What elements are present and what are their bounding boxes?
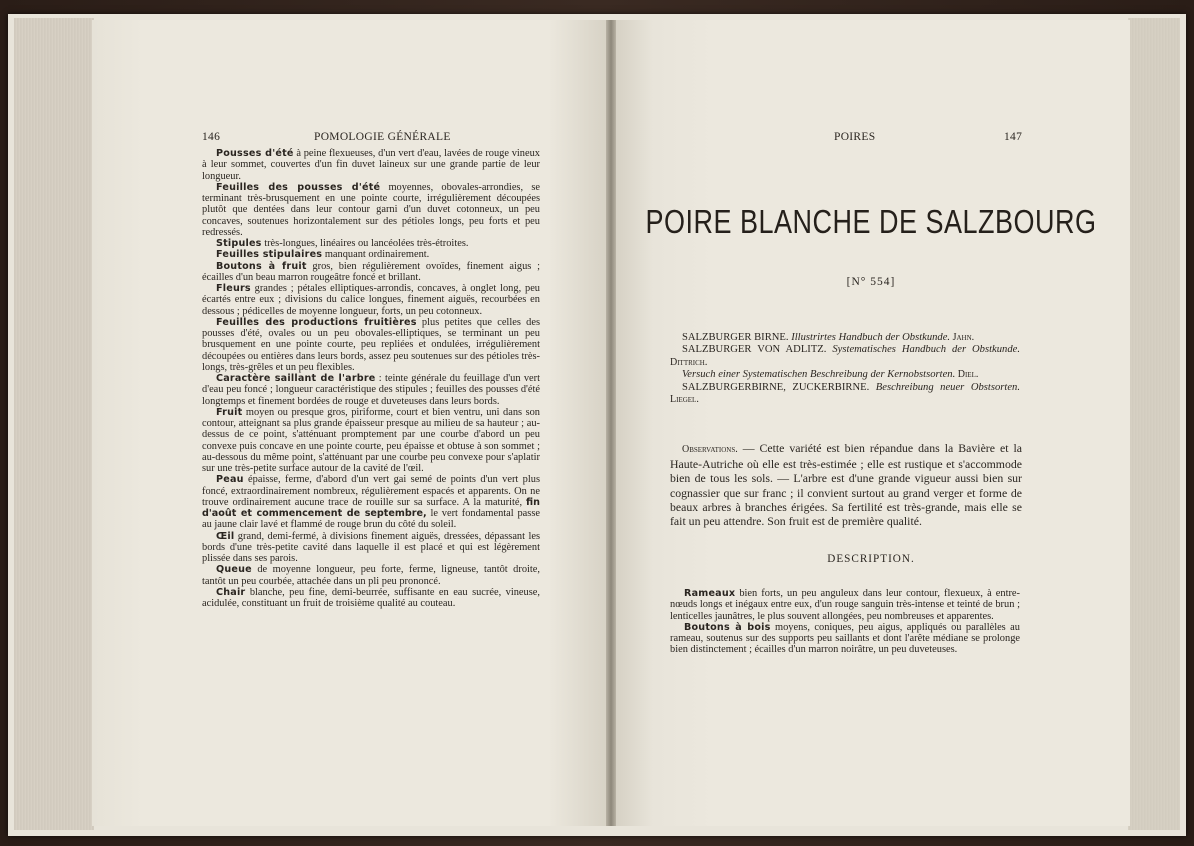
paragraph-text: à peine flexueuses, d'un vert d'eau, lavées de rouge vineux à leur sommet, couvertes d'un fin duvet laineux sur une grande partie de leur longueur.	[202, 148, 541, 182]
paragraph-text: le vert fondamental passe au jaune clair lavé et flammé de rouge brun du côté du soleil.	[202, 508, 540, 531]
paragraph-text: manquant ordinairement.	[322, 249, 430, 261]
paragraph-term: Œil	[216, 530, 235, 542]
left-page-text	[202, 148, 540, 609]
paragraph-term: Pousses d'été	[216, 148, 294, 159]
observations-label: Observations.	[682, 444, 738, 455]
right-page-number: 147	[1004, 131, 1023, 143]
paragraph-text: moyennes, obovales-arrondies, se terminant très-brusquement en une pointe courte, irrégulièrement découpées plutôt que dentées dans leur contour garni d'un duvet cotonneux, un peu concaves, soutenues horizontalement sur des pétioles longs, peu forts et peu redressés.	[202, 181, 540, 238]
paragraph-term: Stipules	[216, 238, 262, 249]
paragraph-text: très-longues, linéaires ou lancéolées très-étroites.	[261, 238, 469, 249]
paragraph-text: : teinte générale du feuillage d'un vert d'eau peu foncé ; longueur caractéristique des stipules ; feuilles des pousses d'été longtemps et finement bordées de rouge et duveteuses dans leurs bords.	[202, 373, 540, 407]
paragraph-term: Rameaux	[684, 588, 736, 599]
paragraph-term: Queue	[216, 564, 252, 576]
left-paragraph	[202, 564, 540, 587]
paragraph-term: Feuilles stipulaires	[216, 249, 323, 261]
reference-entry	[670, 382, 1020, 407]
variety-title: POIRE BLANCHE DE SALZBOURG	[645, 203, 1097, 241]
variety-number: [N° 554]	[846, 276, 896, 288]
left-paragraph	[202, 261, 540, 284]
reference-work: Versuch einer Systematischen Beschreibung der Kernobstsorten.	[682, 369, 956, 381]
paragraph-text: moyen ou presque gros, piriforme, court et bien ventru, uni dans son contour, atteignant sa plus grande épaisseur presque au milieu de sa hauteur ; au-dessus de ce point, s'atténuant promptement par une courbe d'abord un peu convexe puis concave en une pointe courte, peu épaisse et obtuse à son sommet ; au-dessous du même point, s'atténuant par une courbe peu convexe pour s'aplatir sur une très-petite surface autour de la cavité de l'œil.	[202, 406, 540, 474]
description-paragraph	[670, 588, 1020, 622]
left-page-number: 146	[202, 131, 221, 143]
reference-author: Jahn.	[950, 332, 975, 343]
paragraph-text: de moyenne longueur, peu forte, ferme, ligneuse, tantôt droite, tantôt un peu courbée, attachée dans un pli peu prononcé.	[202, 564, 540, 587]
paragraph-term: Boutons à bois	[684, 621, 771, 633]
reference-work: Beschreibung neuer Obstsorten.	[875, 381, 1020, 393]
paragraph-term: Boutons à fruit	[216, 260, 307, 272]
left-paragraph	[202, 148, 540, 182]
page-edges-left	[14, 18, 94, 830]
reference-name: SALZBURGER VON ADLITZ.	[682, 344, 833, 356]
left-paragraph	[202, 531, 540, 565]
paragraph-term: Peau	[216, 474, 244, 486]
reference-entry	[670, 344, 1020, 369]
reference-name: SALZBURGER BIRNE.	[682, 332, 792, 343]
reference-author: Diel.	[955, 369, 979, 381]
description-text	[670, 588, 1020, 656]
reference-author: Dittrich.	[670, 356, 708, 368]
paragraph-text: moyens, coniques, peu aigus, appliqués ou parallèles au rameau, soutenus sur des supports peu saillants et dont l'arête médiane se prolonge bien distinctement ; écailles d'un marron noirâtre, un peu duveteuses.	[670, 621, 1020, 656]
description-paragraph	[670, 622, 1020, 656]
page-edges-right	[1128, 18, 1180, 830]
synonym-references	[670, 332, 1020, 406]
paragraph-term: Caractère saillant de l'arbre	[216, 373, 376, 384]
paragraph-text: grandes ; pétales elliptiques-arrondis, concaves, à onglet long, peu écartés entre eux ; divisions du calice longues, finement aiguës, recourbées en dessous ; pédicelles de moyenne longueur, forts, un peu cotonneux.	[202, 283, 540, 317]
left-paragraph	[202, 317, 540, 373]
left-paragraph	[202, 373, 540, 407]
paragraph-term: Fleurs	[216, 283, 251, 294]
reference-work: Systematisches Handbuch der Obstkunde.	[832, 344, 1020, 356]
reference-work: Illustrirtes Handbuch der Obstkunde.	[791, 332, 951, 343]
reference-author: Liegel.	[670, 394, 699, 406]
left-running-title: POMOLOGIE GÉNÉRALE	[314, 131, 451, 143]
paragraph-term: Feuilles des pousses d'été	[216, 181, 381, 193]
left-paragraph	[202, 587, 540, 610]
reference-entry	[670, 332, 1020, 344]
paragraph-term: Chair	[216, 586, 246, 598]
left-paragraph	[202, 182, 540, 238]
paragraph-emphasis: fin d'août et commencement de septembre,	[202, 496, 540, 519]
left-paragraph	[202, 283, 540, 317]
observations-text: — Cette variété est bien répandue dans la Bavière et la Haute-Autriche où elle est très-estimée ; elle est rustique et s'accommode bien de tous les sols. — L'arbre est d'une grande vigueur aussi bien sur cognassier que sur franc ; il convient surtout au grand verger et forme de beaux arbres à branches érigées. Sa fertilité est très-grande, mais elle se fait un peu attendre. Son fruit est de première qualité.	[670, 441, 1022, 529]
left-paragraph	[202, 407, 540, 475]
left-paragraph	[202, 249, 540, 260]
right-running-title: POIRES	[834, 131, 876, 143]
paragraph-text: grand, demi-fermé, à divisions finement aiguës, dressées, dépassant les bords d'une très-petite cavité dans laquelle il est placé et qui est légèrement plissée dans ses parois.	[202, 530, 540, 564]
reference-name: SALZBURGERBIRNE, ZUCKERBIRNE.	[682, 381, 876, 393]
paragraph-text: plus petites que celles des pousses d'été, ovales ou un peu obovales-elliptiques, se terminant un peu brusquement en une pointe courte, peu repliées et ondulées, irrégulièrement découpées ou entières dans leurs bords, assez peu soutenues sur des pétioles très-longs, très-grêles et un peu flexibles.	[202, 316, 540, 373]
left-paragraph	[202, 238, 540, 249]
paragraph-text: blanche, peu fine, demi-beurrée, suffisante en eau sucrée, vineuse, acidulée, constituant un fruit de troisième qualité au couteau.	[202, 586, 540, 609]
paragraph-term: Fruit	[216, 406, 243, 418]
paragraph-text: bien forts, un peu anguleux dans leur contour, flexueux, à entre-nœuds longs et inégaux entre eux, d'un rouge sanguin très-intense et teinté de brun ; lenticelles jaunâtres, le plus souvent allongées, peu nombreuses et apparentes.	[670, 588, 1020, 622]
left-paragraph	[202, 474, 540, 530]
description-heading: DESCRIPTION.	[827, 553, 915, 565]
paragraph-term: Feuilles des productions fruitières	[216, 316, 417, 328]
paragraph-text: gros, bien régulièrement ovoïdes, finement aigus ; écailles d'un beau marron rougeâtre foncé et brillant.	[202, 260, 540, 283]
paragraph-text: épaisse, ferme, d'abord d'un vert gai semé de points d'un vert plus foncé, extraordinairement nombreux, régulièrement espacés et apparents. On ne trouve ordinairement aucune trace de rouille sur sa surface. A la maturité,	[202, 474, 540, 508]
observations	[670, 441, 1022, 528]
reference-entry	[670, 369, 1020, 381]
book-gutter	[606, 20, 616, 826]
